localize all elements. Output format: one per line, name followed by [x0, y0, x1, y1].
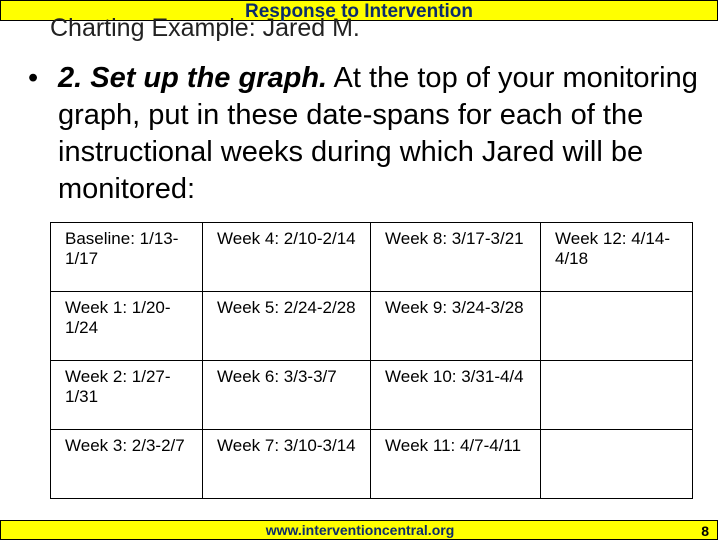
- table-cell: Week 10: 3/31-4/4: [371, 361, 541, 430]
- table-cell: Week 8: 3/17-3/21: [371, 223, 541, 292]
- table-row: [51, 361, 693, 430]
- table-cell: Baseline: 1/13-1/17: [51, 223, 203, 292]
- footer-banner: [0, 520, 718, 540]
- table-cell: [541, 361, 693, 430]
- banner-title: Response to Intervention: [244, 1, 474, 22]
- bullet-body: At the top of your monitoring graph, put in these date-spans for each of the instructional weeks during which Jared will be monitored:: [58, 62, 698, 205]
- table-cell: Week 2: 1/27-1/31: [51, 361, 203, 430]
- bullet-emphasis: 2. Set up the graph.: [58, 62, 328, 94]
- table-cell: [541, 292, 693, 361]
- table-cell: Week 11: 4/7-4/11: [371, 430, 541, 499]
- table-cell: [541, 430, 693, 499]
- table-cell: Week 12: 4/14-4/18: [541, 223, 693, 292]
- table-row: [51, 292, 693, 361]
- bullet-point: [28, 60, 708, 208]
- table-cell: Week 5: 2/24-2/28: [203, 292, 371, 361]
- table-cell: Week 4: 2/10-2/14: [203, 223, 371, 292]
- table-row: [51, 430, 693, 499]
- slide-subtitle: Charting Example: Jared M.: [50, 14, 360, 42]
- week-table: [50, 222, 693, 499]
- table-cell: Week 3: 2/3-2/7: [51, 430, 203, 499]
- table-cell: Week 7: 3/10-3/14: [203, 430, 371, 499]
- bullet-text: [58, 60, 708, 208]
- table-cell: Week 6: 3/3-3/7: [203, 361, 371, 430]
- page-number: 8: [701, 523, 709, 539]
- table-row: [51, 223, 693, 292]
- bullet-marker: •: [28, 62, 39, 94]
- table-cell: Week 1: 1/20-1/24: [51, 292, 203, 361]
- table-cell: Week 9: 3/24-3/28: [371, 292, 541, 361]
- website-link[interactable]: www.interventioncentral.org: [265, 522, 455, 538]
